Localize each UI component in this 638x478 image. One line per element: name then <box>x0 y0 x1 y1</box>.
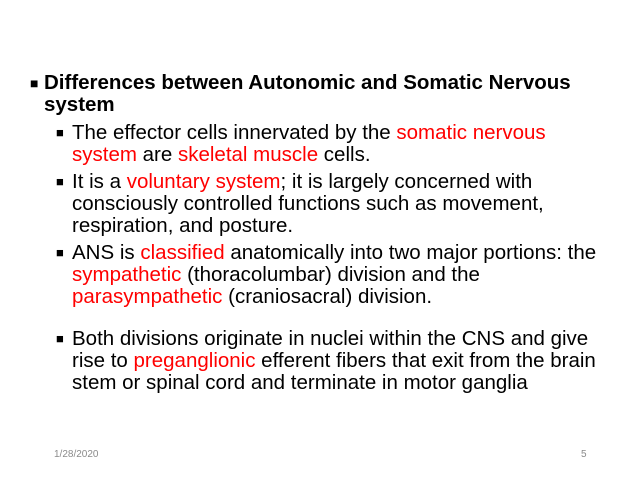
square-bullet-icon: ■ <box>56 331 64 346</box>
main-bullet <box>30 72 630 116</box>
text-run: anatomically into two major portions: the <box>224 241 597 264</box>
highlight-text: classified <box>140 241 225 264</box>
highlight-text: voluntary system <box>126 170 281 193</box>
text-run: are <box>136 143 178 166</box>
sub-bullet-item <box>56 122 630 166</box>
sub-bullet-text <box>72 242 612 308</box>
square-bullet-icon: ■ <box>56 245 64 260</box>
sub-bullet-text <box>72 122 612 166</box>
highlight-text: sympathetic <box>72 263 182 286</box>
square-bullet-icon: ■ <box>56 174 64 189</box>
sub-bullet-item <box>56 328 630 394</box>
text-run: ; it is largely concerned with consciously controlled functions such as movement, respiration, and posture. <box>72 170 544 237</box>
sub-bullet-item <box>56 242 630 308</box>
square-bullet-icon: ■ <box>56 125 64 140</box>
sub-bullet-text <box>72 171 612 237</box>
page-number: 5 <box>581 449 587 460</box>
square-bullet-icon: ■ <box>30 75 39 91</box>
highlight-text: somatic nervous system <box>72 121 546 166</box>
highlight-text: skeletal muscle <box>177 143 319 166</box>
text-run: cells. <box>318 143 371 166</box>
text-run: (thoracolumbar) division and the <box>181 263 480 286</box>
sub-bullet-list <box>56 122 630 394</box>
sub-bullet-item <box>56 171 630 237</box>
text-run: The effector cells innervated by the <box>72 121 397 144</box>
footer-date: 1/28/2020 <box>54 449 99 460</box>
text-run: Both divisions originate in nuclei within the CNS and give rise to <box>72 327 589 372</box>
text-run: ANS is <box>72 241 141 264</box>
text-run: It is a <box>72 170 127 193</box>
text-run: (craniosacral) division. <box>222 285 433 308</box>
slide-content <box>30 72 630 399</box>
highlight-text: parasympathetic <box>72 285 223 308</box>
main-bullet-heading: Differences between Autonomic and Somatic Nervous system <box>44 71 571 116</box>
sub-bullet-text <box>72 328 612 394</box>
text-run: efferent fibers that exit from the brain stem or spinal cord and terminate in motor ganglia <box>72 349 596 394</box>
highlight-text: preganglionic <box>133 349 256 372</box>
